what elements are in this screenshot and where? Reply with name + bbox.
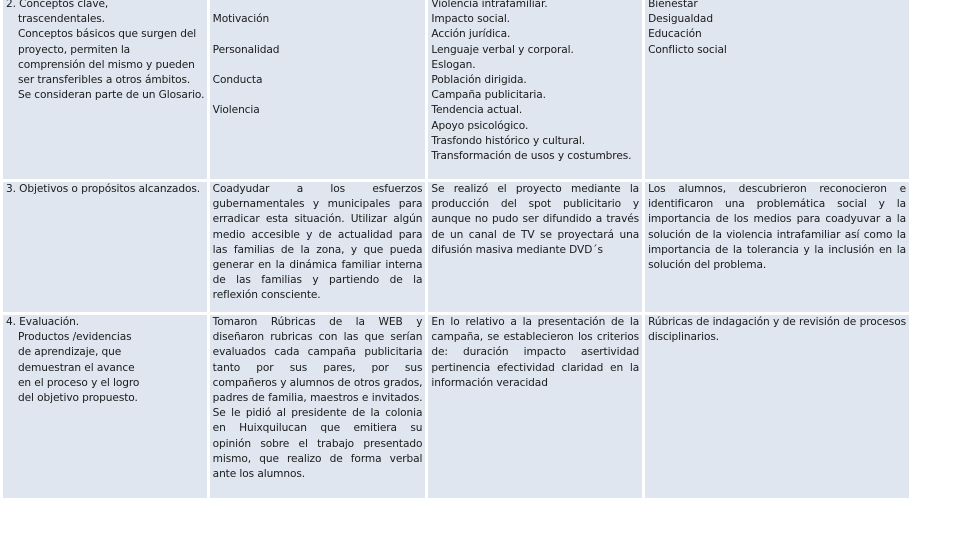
text-line: Trasfondo histórico y cultural.: [431, 134, 585, 147]
text-line: Tendencia actual.: [431, 104, 523, 117]
text-line: Acción jurídica.: [431, 28, 511, 41]
text-line: Apoyo psicológico.: [431, 119, 529, 132]
text-line: Conducta: [212, 73, 263, 86]
text-line: Motivación: [212, 13, 270, 26]
text-line: del objetivo propuesto.: [18, 392, 138, 405]
text-line: Educación: [648, 28, 702, 41]
spacer: [213, 0, 423, 12]
text-line: 3. Objetivos o propósitos alcanzados.: [6, 183, 201, 195]
cell-evaluation-social: Rúbricas de indagación y de revisión de procesos disciplinarios.: [645, 315, 909, 498]
text-line: Personalidad: [212, 43, 280, 56]
text-line: demuestran el avance: [18, 361, 135, 374]
text-line: Conceptos básicos que surgen del: [18, 28, 197, 41]
table-row-objectives: [3, 182, 909, 312]
spacer: [213, 58, 423, 73]
spacer: [213, 27, 423, 42]
table-row-concepts: [3, 0, 909, 179]
cell-objectives-personal: Coadyudar a los esfuerzos gubernamentales y municipales para erradicar esta situación. Utilizar algún medio accesible y de actualidad para las familias de la zona, y que pueda generar en la dinámica familiar interna de las familias y partiendo de la reflexión consciente.: [210, 182, 426, 312]
cell-concepts-social: [645, 0, 909, 179]
cell-objectives-label: [3, 182, 207, 312]
text-line: ser transferibles a otros ámbitos.: [18, 74, 191, 87]
text-line: trascendentales.: [18, 13, 105, 26]
text-line: Violencia intrafamiliar.: [431, 0, 548, 10]
table-row-evaluation: [3, 315, 909, 498]
text-line: comprensión del mismo y pueden: [18, 58, 195, 71]
text-line: Eslogan.: [431, 58, 476, 71]
cell-concepts-personal: [210, 0, 426, 179]
cell-concepts-project: [428, 0, 642, 179]
text-line: Conflicto social: [648, 43, 727, 56]
text-line: Campaña publicitaria.: [431, 89, 546, 102]
cell-objectives-social: Los alumnos, descubrieron reconocieron e identificaron una problemática social y la importancia de los medios para coadyuvar a la solución de la violencia intrafamiliar así como la importancia de la tolerancia y la inclusión en la solución del problema.: [645, 182, 909, 312]
text-line: Productos /evidencias: [18, 331, 132, 344]
text-line: en el proceso y el logro: [18, 376, 140, 389]
cell-concepts-label: [3, 0, 207, 179]
cell-evaluation-personal: Tomaron Rúbricas de la WEB y diseñaron rubricas con las que serían evaluados cada campaña publicitaria tanto por sus pares, por sus compañeros y alumnos de otros grados, padres de familia, maestros e invitados. Se le pidió al presidente de la colonia en Huixquilucan que emitiera su opinión sobre el trabajo presentado mismo, que realizo de forma verbal ante los alumnos.: [210, 315, 426, 498]
spacer: [213, 88, 423, 103]
text-line: 4. Evaluación.: [6, 316, 80, 328]
text-line: Impacto social.: [431, 13, 510, 26]
text-line: Transformación de usos y costumbres.: [431, 150, 632, 163]
text-line: Se consideran parte de un Glosario.: [18, 89, 205, 102]
text-line: de aprendizaje, que: [18, 346, 122, 359]
text-line: 2. Conceptos clave,: [6, 0, 109, 10]
cell-objectives-project: Se realizó el proyecto mediante la producción del spot publicitario y aunque no pudo ser difundido a través de un canal de TV se proyectará una difusión masiva mediante DVD´s: [428, 182, 642, 312]
cell-evaluation-project: En lo relativo a la presentación de la campaña, se establecieron los criterios de: duración impacto asertividad pertinencia efectividad claridad en la información veracidad: [428, 315, 642, 498]
text-line: Desigualdad: [648, 13, 713, 26]
text-line: Población dirigida.: [431, 74, 527, 87]
cell-evaluation-label: [3, 315, 207, 498]
text-line: Lenguaje verbal y corporal.: [431, 43, 574, 56]
text-line: Violencia: [212, 104, 260, 117]
text-line: proyecto, permiten la: [18, 43, 131, 56]
text-line: Bienestar: [648, 0, 698, 10]
